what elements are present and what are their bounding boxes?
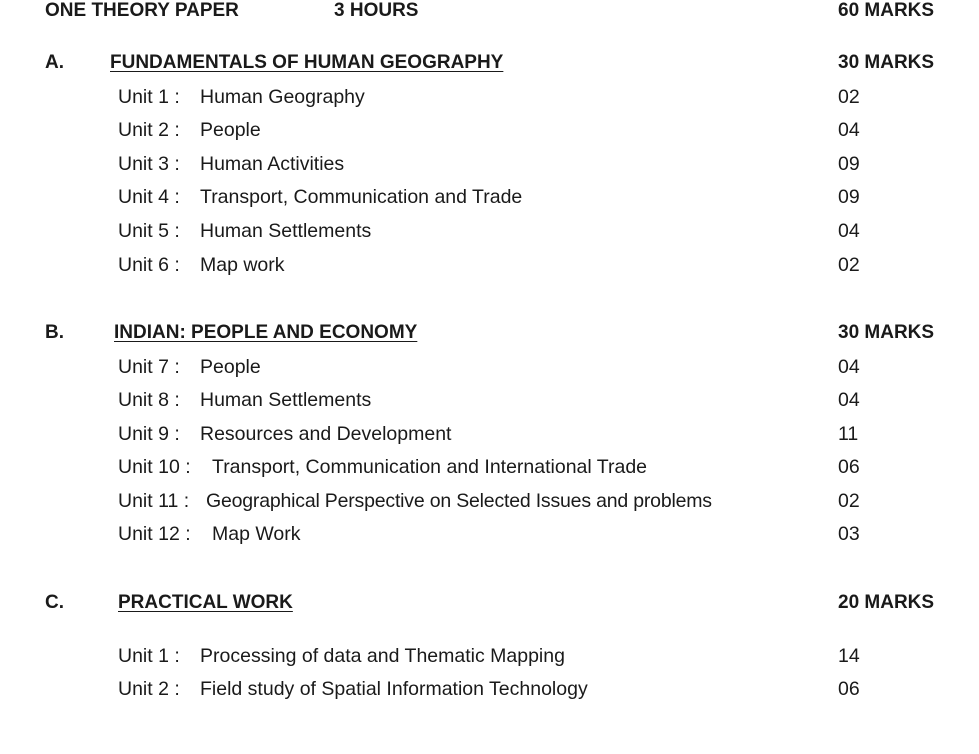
total-marks-label: 60 MARKS (838, 0, 935, 21)
unit-row-name: Map work (200, 254, 285, 276)
unit-row-label: Unit 6 : (118, 254, 180, 276)
unit-row-marks: 02 (838, 254, 860, 276)
unit-row-label: Unit 11 : (118, 490, 190, 512)
section-c-letter: C. (45, 592, 64, 613)
unit-row-name: People (200, 356, 261, 378)
unit-row-marks: 11 (838, 423, 859, 445)
section-c-marks: 20 MARKS (838, 592, 935, 613)
unit-row-marks: 06 (838, 456, 860, 478)
unit-row-label: Unit 7 : (118, 356, 180, 378)
unit-row-label: Unit 2 : (118, 678, 180, 700)
unit-row-name: Human Geography (200, 86, 365, 108)
unit-row-name: Geographical Perspective on Selected Issues and problems (206, 490, 712, 512)
unit-row-label: Unit 8 : (118, 389, 180, 411)
section-c-title: PRACTICAL WORK (118, 592, 293, 613)
unit-row-marks: 04 (838, 389, 860, 411)
duration-label: 3 HOURS (334, 0, 419, 21)
unit-row-label: Unit 9 : (118, 423, 180, 445)
unit-row-name: Map Work (212, 523, 301, 545)
section-a-letter: A. (45, 52, 64, 73)
unit-row-marks: 04 (838, 119, 860, 141)
unit-row-label: Unit 4 : (118, 186, 180, 208)
unit-row-marks: 14 (838, 645, 860, 667)
unit-row-label: Unit 5 : (118, 220, 180, 242)
unit-row-marks: 09 (838, 186, 860, 208)
unit-row-marks: 06 (838, 678, 860, 700)
unit-row-label: Unit 1 : (118, 645, 180, 667)
unit-row-marks: 03 (838, 523, 860, 545)
unit-row-name: Resources and Development (200, 423, 452, 445)
unit-row-name: Field study of Spatial Information Technology (200, 678, 588, 700)
unit-row-marks: 02 (838, 490, 860, 512)
unit-row-name: Human Activities (200, 153, 345, 175)
unit-row-label: Unit 12 : (118, 523, 191, 545)
section-b-letter: B. (45, 322, 64, 343)
unit-row-label: Unit 2 : (118, 119, 180, 141)
section-a-marks: 30 MARKS (838, 52, 935, 73)
unit-row-label: Unit 1 : (118, 86, 180, 108)
unit-row-label: Unit 3 : (118, 153, 180, 175)
section-b-title: INDIAN: PEOPLE AND ECONOMY (114, 322, 418, 343)
unit-row-marks: 02 (838, 86, 860, 108)
section-a-title: FUNDAMENTALS OF HUMAN GEOGRAPHY (110, 52, 504, 73)
unit-row-name: Human Settlements (200, 389, 372, 411)
unit-row-name: Processing of data and Thematic Mapping (200, 645, 565, 667)
unit-row-marks: 04 (838, 356, 860, 378)
unit-row-name: Transport, Communication and Trade (200, 186, 523, 208)
paper-label: ONE THEORY PAPER (45, 0, 239, 21)
unit-row-name: People (200, 119, 261, 141)
unit-row-label: Unit 10 : (118, 456, 191, 478)
unit-row-name: Transport, Communication and International Trade (212, 456, 648, 478)
section-b-marks: 30 MARKS (838, 322, 935, 343)
unit-row-marks: 04 (838, 220, 860, 242)
unit-row-name: Human Settlements (200, 220, 372, 242)
unit-row-marks: 09 (838, 153, 860, 175)
